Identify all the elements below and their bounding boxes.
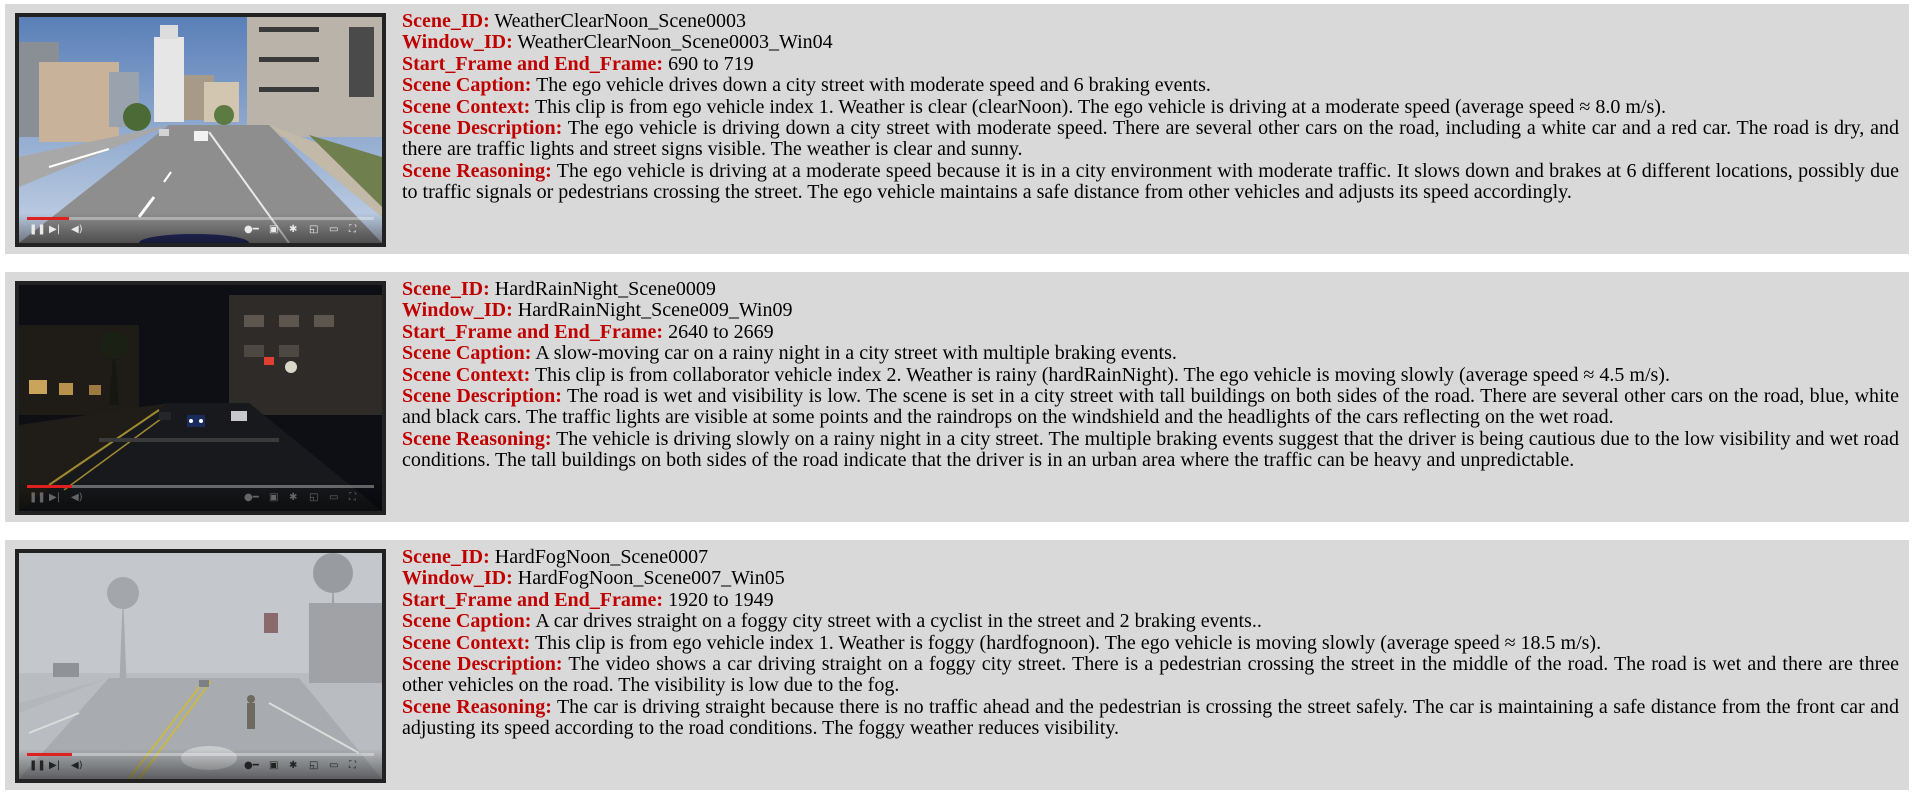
fullscreen-icon[interactable]: ⛶ (349, 224, 356, 235)
reasoning-line: Scene Reasoning: The ego vehicle is driving at a moderate speed because it is in a city environment with moderate traffic. It slows down and brakes at 6 different locations, possibly due to traffic signals or pedestrians crossing the street. The ego vehicle maintains a safe distance from other vehicles and adjusts its speed accordingly. (402, 159, 1900, 204)
scene-panel-rain-night (5, 272, 1909, 522)
frames-line: Start_Frame and End_Frame: 690 to 719 (402, 52, 754, 75)
subtitles-icon[interactable]: ▣ (269, 760, 279, 771)
pause-icon[interactable]: ❚❚ (29, 224, 46, 235)
volume-icon[interactable]: ◀) (71, 492, 83, 503)
window-id-value: WeatherClearNoon_Scene0003_Win04 (517, 31, 833, 54)
description-value: The road is wet and visibility is low. The scene is set in a city street with tall buildings on both sides of the road. There are several other cars on the road, blue, white and black cars. The traffic lights are visible at some points and the raindrops on the windshield and the headlights of the cars reflecting on the wet road. (402, 385, 1900, 429)
caption-line: Scene Caption: A car drives straight on a foggy city street with a cyclist in the street and 2 braking events.. (402, 610, 1262, 633)
scene-panel-fog-noon (5, 540, 1909, 790)
context-value: This clip is from ego vehicle index 1. Weather is clear (clearNoon). The ego vehicle is driving at a moderate speed (average speed ≈ 8.0 m/s). (534, 95, 1666, 118)
context-line: Scene Context: This clip is from collaborator vehicle index 2. Weather is rainy (hardRainNight). The ego vehicle is moving slowly (average speed ≈ 4.5 m/s). (402, 363, 1670, 386)
fullscreen-icon[interactable]: ⛶ (349, 760, 356, 771)
description-line: Scene Description: The road is wet and visibility is low. The scene is set in a city street with tall buildings on both sides of the road. There are several other cars on the road, blue, white and black cars. The traffic lights are visible at some points and the raindrops on the windshield and the headlights of the cars reflecting on the wet road. (402, 385, 1900, 429)
scene-annotation-text (402, 547, 1899, 740)
reasoning-line: Scene Reasoning: The vehicle is driving slowly on a rainy night in a city street. The multiple braking events suggest that the driver is being cautious due to the low visibility and wet road conditions. The tall buildings on both sides of the road indicate that the driver is in an urban area where the traffic can be heavy and unpredictable. (402, 427, 1899, 472)
subtitles-icon[interactable]: ▣ (269, 224, 279, 235)
scene-annotation-text (402, 279, 1899, 472)
reasoning-value: The ego vehicle is driving at a moderate speed because it is in a city environment with moderate traffic. It slows down and brakes at 6 different locations, possibly due to traffic signals or pedestrians crossing the street. The ego vehicle maintains a safe distance from other vehicles and adjusts its speed accordingly. (402, 159, 1900, 204)
subtitles-icon[interactable]: ▣ (269, 492, 279, 503)
description-value: The video shows a car driving straight on a foggy city street. There is a pedestrian crossing the street in the middle of the road. The road is wet and there are three other vehicles on the road. The visibility is low due to the fog. (402, 653, 1900, 697)
progress-bar[interactable] (27, 485, 374, 488)
description-line: Scene Description: The video shows a car driving straight on a foggy city street. There is a pedestrian crossing the street in the middle of the road. The road is wet and there are three other vehicles on the road. The visibility is low due to the fog. (402, 653, 1900, 697)
scene-panel-clear-noon (5, 4, 1909, 254)
video-player-controls (19, 213, 382, 243)
window-id-value: HardRainNight_Scene009_Win09 (517, 299, 793, 322)
progress-bar[interactable] (27, 753, 374, 756)
video-thumbnail-clear-noon[interactable] (15, 13, 386, 247)
settings-icon[interactable]: ✱ (289, 492, 298, 503)
theater-icon[interactable]: ▭ (329, 224, 339, 235)
next-icon[interactable]: ▶| (49, 760, 61, 771)
progress-bar[interactable] (27, 217, 374, 220)
next-icon[interactable]: ▶| (49, 492, 61, 503)
miniplayer-icon[interactable]: ◱ (309, 760, 319, 771)
context-value: This clip is from ego vehicle index 1. Weather is foggy (hardfognoon). The ego vehicle is moving slowly (average speed ≈ 18.5 m/s). (534, 631, 1602, 654)
window-id-line: Window_ID: WeatherClearNoon_Scene0003_Win04 (402, 31, 833, 54)
scene-id-line: Scene_ID: WeatherClearNoon_Scene0003 (402, 10, 747, 32)
caption-value: A car drives straight on a foggy city street with a cyclist in the street and 2 braking events.. (535, 610, 1262, 633)
context-line: Scene Context: This clip is from ego vehicle index 1. Weather is clear (clearNoon). The ego vehicle is driving at a moderate speed (average speed ≈ 8.0 m/s). (402, 95, 1666, 118)
scene-annotation-text (402, 11, 1899, 204)
caption-line: Scene Caption: A slow-moving car on a rainy night in a city street with multiple braking events. (402, 342, 1177, 365)
volume-icon[interactable]: ◀) (71, 224, 83, 235)
context-line: Scene Context: This clip is from ego vehicle index 1. Weather is foggy (hardfognoon). The ego vehicle is moving slowly (average speed ≈ 18.5 m/s). (402, 631, 1602, 654)
miniplayer-icon[interactable]: ◱ (309, 224, 319, 235)
miniplayer-icon[interactable]: ◱ (309, 492, 319, 503)
video-player-controls (19, 481, 382, 511)
reasoning-value: The car is driving straight because there is no traffic ahead and the pedestrian is crossing the street safely. The car is maintaining a safe distance from the front car and adjusting its speed according to the road conditions. The foggy weather reduces visibility. (402, 695, 1899, 740)
theater-icon[interactable]: ▭ (329, 760, 339, 771)
description-line: Scene Description: The ego vehicle is driving down a city street with moderate speed. There are several other cars on the road, including a white car and a red car. The road is dry, and there are traffic lights and street signs visible. The weather is clear and sunny. (402, 117, 1899, 161)
frames-value: 1920 to 1949 (668, 588, 774, 611)
frames-value: 690 to 719 (668, 52, 754, 75)
reasoning-line: Scene Reasoning: The car is driving straight because there is no traffic ahead and the pedestrian is crossing the street safely. The car is maintaining a safe distance from the front car and adjusting its speed according to the road conditions. The foggy weather reduces visibility. (402, 695, 1899, 740)
caption-value: A slow-moving car on a rainy night in a city street with multiple braking events. (535, 342, 1177, 365)
video-thumbnail-fog-noon[interactable] (15, 549, 386, 783)
next-icon[interactable]: ▶| (49, 224, 61, 235)
city-street-night-image (19, 285, 382, 511)
frames-value: 2640 to 2669 (668, 320, 774, 343)
theater-icon[interactable]: ▭ (329, 492, 339, 503)
toggle-icon[interactable]: ●━ (244, 224, 259, 235)
scene-id-line: Scene_ID: HardRainNight_Scene0009 (402, 278, 716, 300)
caption-value: The ego vehicle drives down a city street with moderate speed and 6 braking events. (536, 74, 1211, 97)
settings-icon[interactable]: ✱ (289, 760, 298, 771)
frames-line: Start_Frame and End_Frame: 1920 to 1949 (402, 588, 774, 611)
video-thumbnail-rain-night[interactable] (15, 281, 386, 515)
toggle-icon[interactable]: ●━ (244, 760, 259, 771)
pause-icon[interactable]: ❚❚ (29, 760, 46, 771)
volume-icon[interactable]: ◀) (71, 760, 83, 771)
frames-line: Start_Frame and End_Frame: 2640 to 2669 (402, 320, 774, 343)
pause-icon[interactable]: ❚❚ (29, 492, 46, 503)
window-id-line: Window_ID: HardFogNoon_Scene007_Win05 (402, 567, 785, 590)
city-street-day-image (19, 17, 382, 243)
settings-icon[interactable]: ✱ (289, 224, 298, 235)
scene-id-value: WeatherClearNoon_Scene0003 (494, 10, 747, 32)
scene-id-line: Scene_ID: HardFogNoon_Scene0007 (402, 546, 709, 568)
description-value: The ego vehicle is driving down a city street with moderate speed. There are several other cars on the road, including a white car and a red car. The road is dry, and there are traffic lights and street signs visible. The weather is clear and sunny. (402, 117, 1899, 161)
caption-line: Scene Caption: The ego vehicle drives down a city street with moderate speed and 6 braking events. (402, 74, 1211, 97)
window-id-value: HardFogNoon_Scene007_Win05 (517, 567, 785, 590)
toggle-icon[interactable]: ●━ (244, 492, 259, 503)
window-id-line: Window_ID: HardRainNight_Scene009_Win09 (402, 299, 793, 322)
scene-id-value: HardFogNoon_Scene0007 (494, 546, 709, 568)
video-player-controls (19, 749, 382, 779)
scene-id-value: HardRainNight_Scene0009 (494, 278, 716, 300)
reasoning-value: The vehicle is driving slowly on a rainy night in a city street. The multiple braking events suggest that the driver is being cautious due to the low visibility and wet road conditions. The tall buildings on both sides of the road indicate that the driver is in an urban area where the traffic can be heavy and unpredictable. (402, 427, 1899, 472)
context-value: This clip is from collaborator vehicle index 2. Weather is rainy (hardRainNight). The ego vehicle is moving slowly (average speed ≈ 4.5 m/s). (534, 363, 1670, 386)
city-street-fog-image (19, 553, 382, 779)
fullscreen-icon[interactable]: ⛶ (349, 492, 356, 503)
